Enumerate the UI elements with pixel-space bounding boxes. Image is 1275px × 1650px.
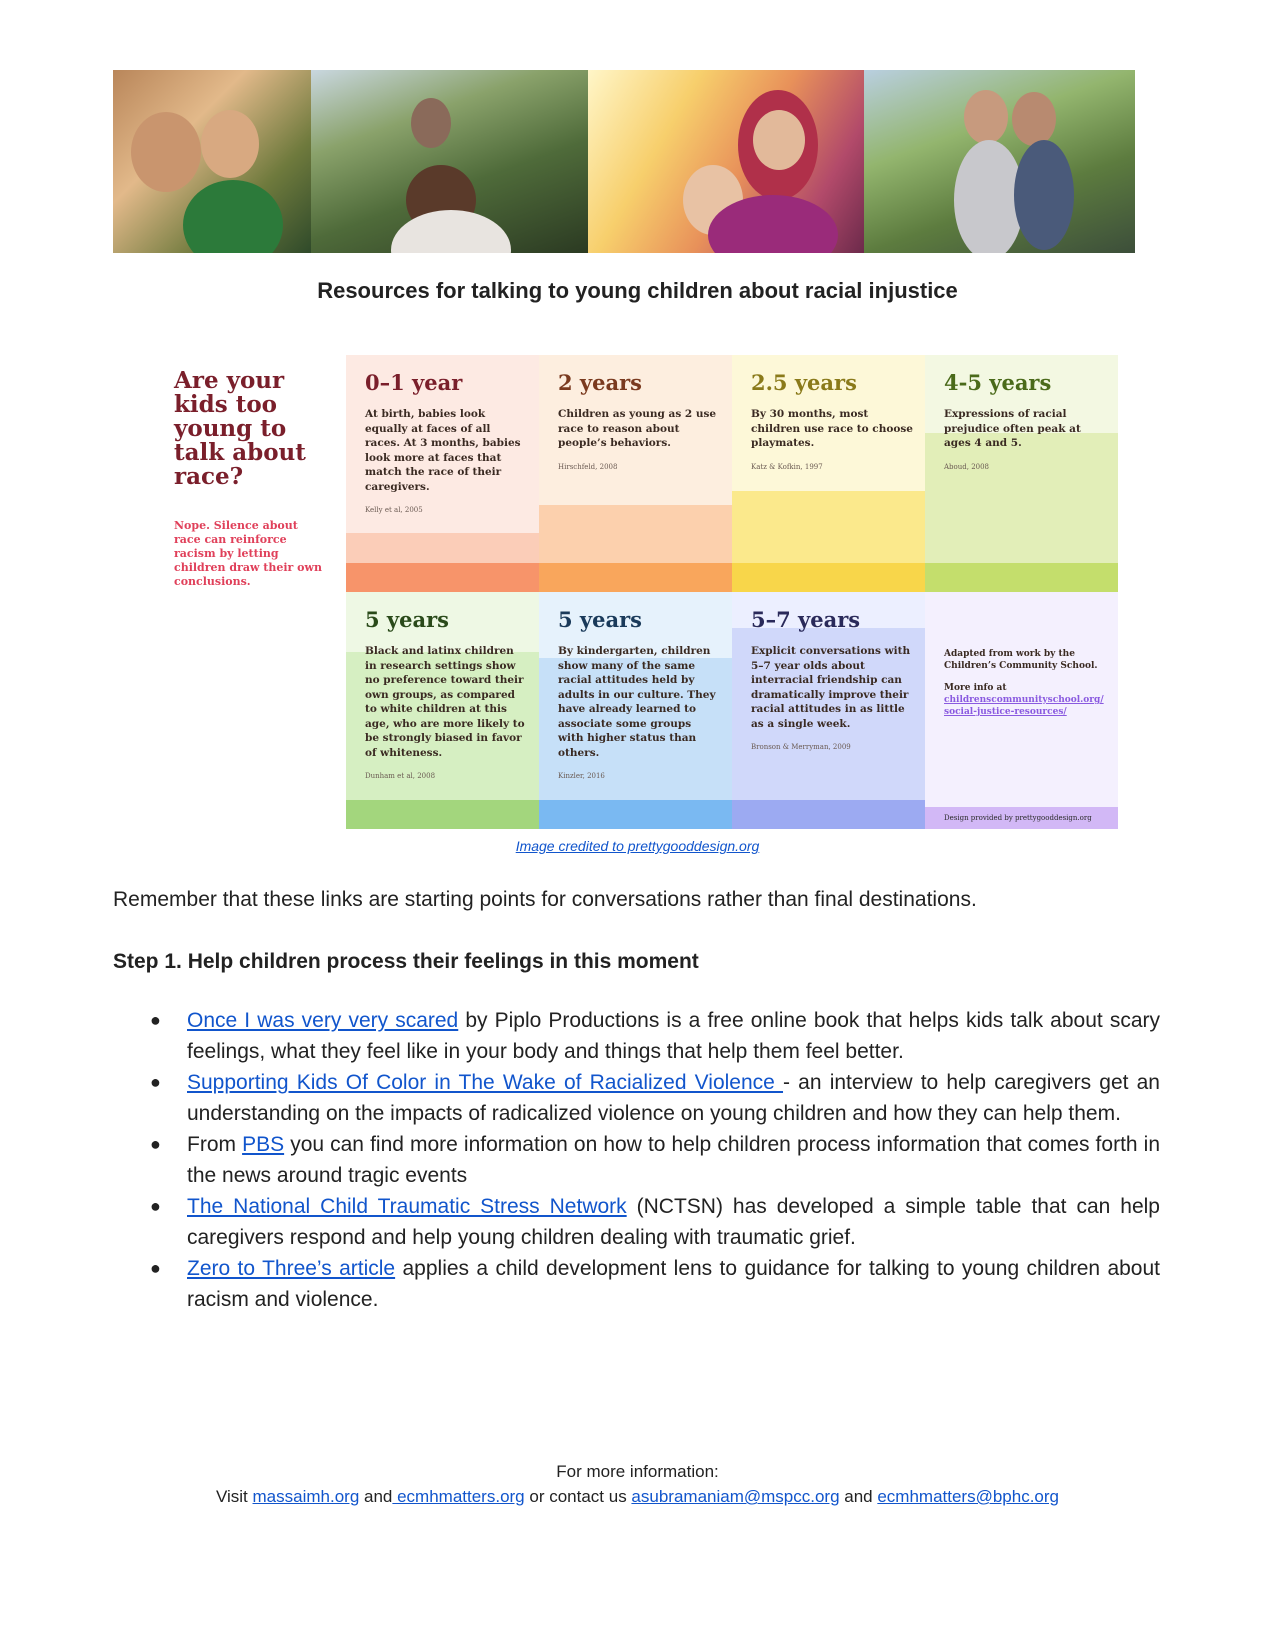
footer-contact [0, 1487, 1275, 1507]
resource-prefix: From [187, 1133, 243, 1156]
resource-item [150, 1067, 1160, 1129]
age-label: 5–7 years [751, 607, 861, 632]
asubramaniam-email-link[interactable]: asubramaniam@mspcc.org [631, 1487, 840, 1506]
resource-list [150, 1005, 1160, 1315]
photo-mother-and-child [113, 70, 311, 253]
footer-visit: Visit [215, 1487, 253, 1506]
age-label: 0–1 year [365, 370, 463, 395]
resource-link[interactable]: Once I was very very scared [187, 1009, 459, 1032]
footer-contact-us: or contact us [524, 1487, 632, 1506]
footer-and: and [839, 1487, 878, 1506]
infographic-intro [174, 369, 334, 589]
image-credit-link[interactable]: Image credited to prettygooddesign.org [515, 838, 760, 854]
resource-link[interactable]: Zero to Three’s article [187, 1257, 396, 1280]
age-color-bar [732, 800, 925, 829]
intro-text: Remember that these links are starting points for conversations rather than final destinations. [113, 888, 977, 911]
age-description: Expressions of racial prejudice often peak at ages 4 and 5. [944, 408, 1081, 449]
infographic-question: Are your kids too young to talk about race? [174, 367, 306, 490]
age-color-bar [732, 563, 925, 592]
age-label: 2.5 years [751, 370, 857, 395]
age-description: At birth, babies look equally at faces of all races. At 3 months, babies look more at faces that match the race of their caregivers. [365, 408, 521, 493]
bullet-icon: ● [150, 1258, 161, 1278]
bullet-icon: ● [150, 1134, 161, 1154]
age-card-5-years-b [539, 592, 732, 829]
footer-heading: For more information: [556, 1462, 719, 1481]
resource-link[interactable]: PBS [242, 1133, 285, 1156]
bullet-icon: ● [150, 1072, 161, 1092]
age-citation: Kelly et al, 2005 [365, 506, 423, 514]
note-more-info: More info at [944, 683, 1007, 693]
age-label: 5 years [365, 607, 449, 632]
resource-text: by Piplo Productions is a free online book that helps kids talk about scary feelings, what they feel like in your body and things that help them feel better. [187, 1009, 1160, 1063]
bullet-icon: ● [150, 1196, 161, 1216]
age-description: By 30 months, most children use race to choose playmates. [751, 408, 913, 449]
header-photo-strip [113, 70, 1135, 253]
age-card-2-years [539, 355, 732, 592]
photo-two-fathers-and-baby [864, 70, 1135, 253]
resource-text: applies a child development lens to guidance for talking to young children about racism and violence. [187, 1257, 1160, 1311]
step-heading: Step 1. Help children process their feelings in this moment [113, 950, 699, 973]
age-label: 2 years [558, 370, 642, 395]
age-color-bar [539, 800, 732, 829]
age-citation: Dunham et al, 2008 [365, 772, 436, 780]
resource-text: - an interview to help caregivers get an understanding on the impacts of radicalized violence on young children and how they can help them. [187, 1071, 1160, 1125]
age-label: 5 years [558, 607, 642, 632]
ecmhmatters-link[interactable]: ecmhmatters.org [392, 1487, 525, 1506]
age-card-5-7-years [732, 592, 925, 829]
age-citation: Katz & Kofkin, 1997 [751, 462, 823, 471]
age-color-bar [346, 563, 539, 592]
note-link[interactable]: childrenscommunityschool.org/ social-justice-resources/ [944, 695, 1104, 717]
resource-item [150, 1191, 1160, 1253]
age-card-2-5-years [732, 355, 925, 592]
age-citation: Aboud, 2008 [944, 462, 990, 471]
note-adapted: Adapted from work by the Children’s Community School. [944, 649, 1098, 671]
resource-link[interactable]: Supporting Kids Of Color in The Wake of Racialized Violence [187, 1071, 784, 1094]
footer-and: and [359, 1487, 393, 1506]
infographic-note-card [925, 592, 1118, 829]
resource-text: (NCTSN) has developed a simple table that can help caregivers respond and help young children dealing with traumatic grief. [187, 1195, 1160, 1249]
age-description: Explicit conversations with 5–7 year olds about interracial friendship can dramatically improve their racial attitudes in as little as a single week. [751, 645, 911, 730]
race-age-infographic [160, 355, 1120, 830]
photo-mother-in-hijab-and-child [588, 70, 864, 253]
age-color-bar [925, 563, 1118, 592]
resource-text: you can find more information on how to help children process information that comes forth in the news around tragic events [187, 1133, 1161, 1187]
age-citation: Bronson & Merryman, 2009 [751, 743, 851, 751]
bullet-icon: ● [150, 1010, 161, 1030]
photo-father-and-child [311, 70, 588, 253]
age-description: Black and latinx children in research settings show no preference toward their own groups, as compared to white children at this age, who are more likely to be strongly biased in favor of whiteness. [365, 645, 525, 759]
age-card-4-5-years [925, 355, 1118, 592]
resource-item [150, 1253, 1160, 1315]
age-citation: Hirschfeld, 2008 [558, 462, 618, 471]
infographic-answer: Nope. Silence about race can reinforce racism by letting children draw their own conclusions. [174, 519, 322, 588]
age-card-5-years-a [346, 592, 539, 829]
age-citation: Kinzler, 2016 [558, 772, 605, 780]
age-color-bar [539, 563, 732, 592]
age-description: By kindergarten, children show many of the same racial attitudes held by adults in our culture. They have already learned to associate some groups with higher status than others. [558, 645, 716, 759]
massaimh-link[interactable]: massaimh.org [252, 1487, 360, 1506]
age-card-0-1-year [346, 355, 539, 592]
age-description: Children as young as 2 use race to reason about people’s behaviors. [558, 408, 717, 449]
document-title: Resources for talking to young children about racial injustice [317, 278, 958, 303]
age-label: 4-5 years [944, 370, 1052, 395]
resource-link[interactable]: The National Child Traumatic Stress Network [187, 1195, 627, 1218]
resource-item [150, 1005, 1160, 1067]
design-credit: Design provided by prettygooddesign.org [925, 807, 1118, 829]
age-color-bar [346, 800, 539, 829]
ecmhmatters-email-link[interactable]: ecmhmatters@bphc.org [877, 1487, 1060, 1506]
resource-item [150, 1129, 1160, 1191]
